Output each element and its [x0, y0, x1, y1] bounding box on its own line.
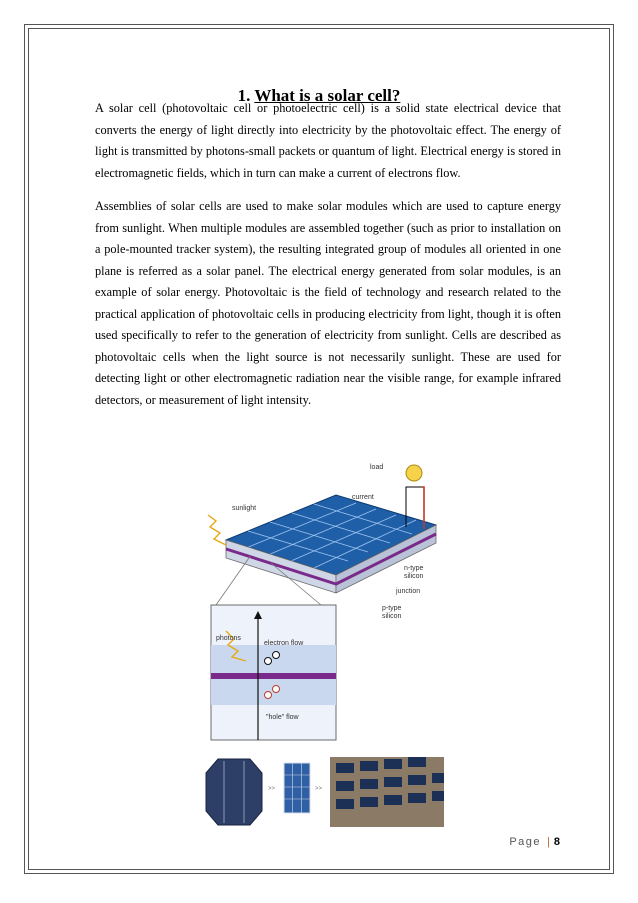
page-footer: [509, 836, 560, 848]
paragraph-1: A solar cell (photovoltaic cell or photoelectric cell) is a solid state electrical device that converts the energy of light directly into electricity by the photovoltaic effect. The energy of light is transmitted by photons-small packets or quantum of light. Electrical energy is stored in electromagnetic fields, which in turn can make a current of electrons flow.: [95, 101, 561, 180]
label-load: load: [370, 464, 384, 471]
arrow-cell-to-module: >>: [268, 786, 276, 792]
page-separator: |: [547, 836, 550, 848]
section-number: 1.: [237, 86, 251, 105]
paragraph-2: Assemblies of solar cells are used to make solar modules which are used to capture energy from sunlight. When multiple modules are assembled together (such as prior to installation on a pole-mounted tracker system), the resulting integrated group of modules all oriented in one plane is referred as a solar panel. The electrical energy generated from solar modules, is an example of solar energy. Photovoltaic is the field of technology and research related to the practical application of photovoltaic cells in producing electricity from light, though it is often used specifically to refer to the generation of electricity from sunlight. Cells are described as photovoltaic cells when the light source is not necessarily sunlight. These are used for detecting light or other electromagnetic radiation near the visible range, for example infrared detectors, or measurement of light intensity.: [95, 199, 561, 407]
section-heading: What is a solar cell?: [254, 86, 401, 105]
page-word: Page: [509, 836, 542, 848]
label-n-type: n-type: [404, 565, 424, 572]
label-photons: photons: [216, 635, 241, 642]
solar-cell-diagram: [196, 455, 444, 827]
label-current: current: [352, 494, 374, 501]
solar-panel-illustration: [208, 465, 436, 593]
label-junction: junction: [396, 588, 421, 595]
label-electron-flow: electron flow: [264, 640, 304, 647]
arrow-module-to-array: >>: [315, 786, 323, 792]
cell-module-array-photos: [206, 757, 444, 827]
label-p-silicon: silicon: [382, 613, 402, 620]
label-sunlight: sunlight: [232, 505, 257, 512]
label-p-type: p-type: [382, 605, 402, 612]
label-hole-flow: "hole" flow: [266, 714, 299, 721]
page-number: 8: [553, 836, 560, 848]
label-n-silicon: silicon: [404, 573, 424, 580]
